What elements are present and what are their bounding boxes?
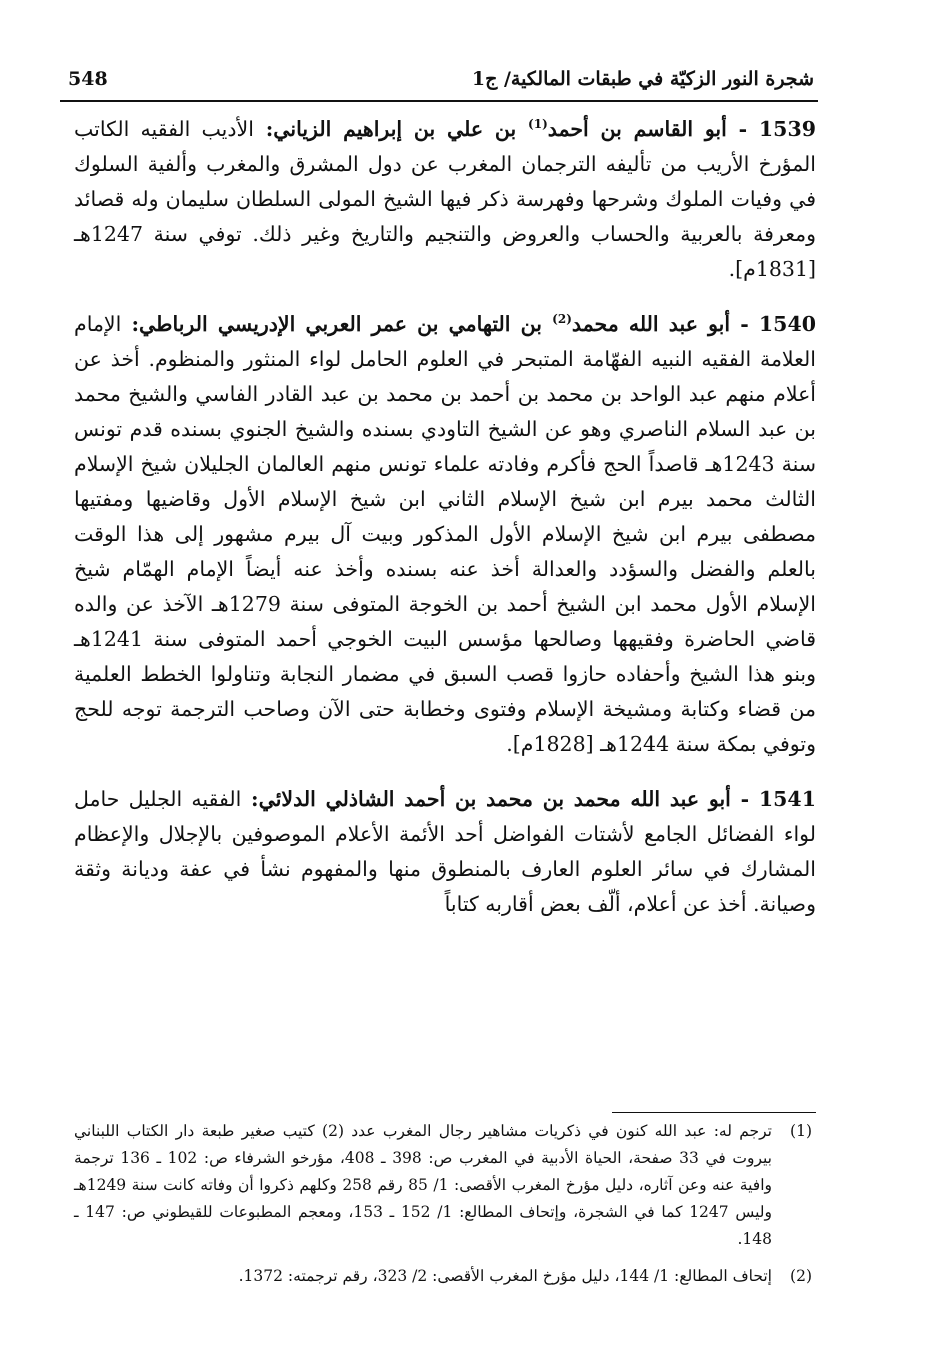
footnote-text: إتحاف المطالع: 1/ 144، دليل مؤرخ المغرب الأقصى: 2/ 323، رقم ترجمته: 1372. bbox=[238, 1267, 772, 1285]
entry-name: أبو القاسم بن أحمد bbox=[547, 117, 727, 141]
biography-entry-1540 bbox=[74, 307, 816, 762]
entry-heading: 1541 - أبو عبد الله محمد بن محمد بن أحمد الشاذلي الدلائي: bbox=[241, 787, 816, 811]
header-divider bbox=[60, 100, 818, 102]
footnote-reference: (1) bbox=[528, 117, 548, 132]
footnotes bbox=[74, 1118, 812, 1300]
entry-number: 1539 bbox=[758, 117, 816, 141]
footnote-reference: (2) bbox=[552, 312, 572, 327]
biography-entry-1541 bbox=[74, 782, 816, 922]
entry-heading: 1539 - أبو القاسم بن أحمد$^{(1)}$ بن علي بن إبراهيم الزياني: bbox=[253, 117, 816, 141]
entry-name: أبو عبد الله محمد bbox=[571, 312, 731, 336]
page-header bbox=[68, 62, 814, 96]
biography-entry-1539 bbox=[74, 112, 816, 287]
entry-name-continued: بن علي بن إبراهيم الزياني bbox=[273, 117, 529, 141]
footnote-1 bbox=[74, 1118, 812, 1253]
entry-text: الفقيه الجليل حامل لواء الفضائل الجامع لأشتات الفواضل أحد الأئمة الأعلام الموصوفين بالإجلال والإعظام المشارك في سائر العلوم العارف بالمنطوق منها والمفهوم نشأ في عفة وديانة وثقة وصيانة. أخذ عن أعلام، ألّف بعض أقاربه كتاباً bbox=[74, 787, 816, 916]
entry-text: الإمام العلامة الفقيه النبيه الفهّامة المتبحر في العلوم الحامل لواء المنثور والمنظوم. أخذ عن أعلام منهم عبد الواحد بن محمد بن أحمد بن محمد بن عبد القادر الفاسي والشيخ محمد بن عبد السلام الناصري وهو عن الشيخ التاودي بسنده والشيخ الجنوي بسنده قدم تونس سنة 1243هـ قاصداً الحج فأكرم وفادته علماء تونس منهم العالمان الجليلان شيخ الإسلام الثالث محمد بيرم ابن شيخ الإسلام الثاني ابن شيخ الإسلام الأول وقاضيها ومفتيها مصطفى بيرم ابن شيخ الإسلام الأول المذكور وبيت آل بيرم مشهور إلى هذا الوقت بالعلم والفضل والسؤدد والعدالة أخذ عنه بسنده وأخذ عنه أيضاً الإمام الهمّام شيخ الإسلام الأول محمد ابن الشيخ أحمد بن الخوجة المتوفى سنة 1279هـ الآخذ عن والده قاضي الحاضرة وفقيهها وصالحها مؤسس البيت الخوجي أحمد المتوفى سنة 1241هـ وبنو هذا الشيخ وأحفاده حازوا قصب السبق في مضمار النجابة وتناولوا الخطط العلمية من قضاء وكتابة ومشيخة الإسلام وفتوى وخطابة حتى الآن وصاحب الترجمة توجه للحج وتوفي بمكة سنة 1244هـ [1828م]. bbox=[74, 312, 817, 756]
entry-number: 1541 bbox=[758, 787, 816, 811]
footnote-text: ترجم له: عبد الله كنون في ذكريات مشاهير رجال المغرب عدد (2) كتيب صغير طبعة دار الكتاب اللبناني بيروت في 33 صفحة، الحياة الأدبية في المغرب ص: 398 ـ 408، مؤرخو الشرفاء ص: 102 ـ 136 ترجمة وافية عنه وعن آثاره، دليل مؤرخ المغرب الأقصى: 1/ 85 رقم 258 وكلهم ذكروا أن وفاته كانت سنة 1249هـ وليس 1247 كما في الشجرة، وإتحاف المطالع: 1/ 152 ـ 153، ومعجم المطبوعات للقيطوني ص: 147 ـ 148. bbox=[74, 1122, 773, 1248]
page-number: 548 bbox=[68, 68, 108, 90]
running-title: شجرة النور الزكيّة في طبقات المالكية/ ج1 bbox=[471, 68, 814, 90]
entry-name-continued: بن التهامي بن عمر العربي الإدريسي الرباطي bbox=[139, 312, 553, 336]
footnote-2 bbox=[74, 1263, 812, 1290]
footnote-marker: (1) bbox=[790, 1122, 812, 1140]
main-text bbox=[74, 112, 816, 942]
footnote-divider bbox=[612, 1112, 816, 1113]
entry-number: 1540 bbox=[758, 312, 816, 336]
entry-text: الأديب الفقيه الكاتب المؤرخ الأريب من تأليفه الترجمان المغرب عن دول المشرق والمغرب وألفية السلوك في وفيات الملوك وشرحها وفهرسة ذكر فيها الشيخ المولى السلطان سليمان وله قصائد ومعرفة بالعربية والحساب والعروض والتنجيم والتاريخ وغير ذلك. توفي سنة 1247هـ [1831م]. bbox=[74, 117, 816, 281]
entry-heading: 1540 - أبو عبد الله محمد$^{(2)}$ بن التهامي بن عمر العربي الإدريسي الرباطي: bbox=[121, 312, 816, 336]
footnote-marker: (2) bbox=[790, 1267, 812, 1285]
entry-name: أبو عبد الله محمد بن محمد بن أحمد الشاذلي الدلائي bbox=[258, 787, 731, 811]
